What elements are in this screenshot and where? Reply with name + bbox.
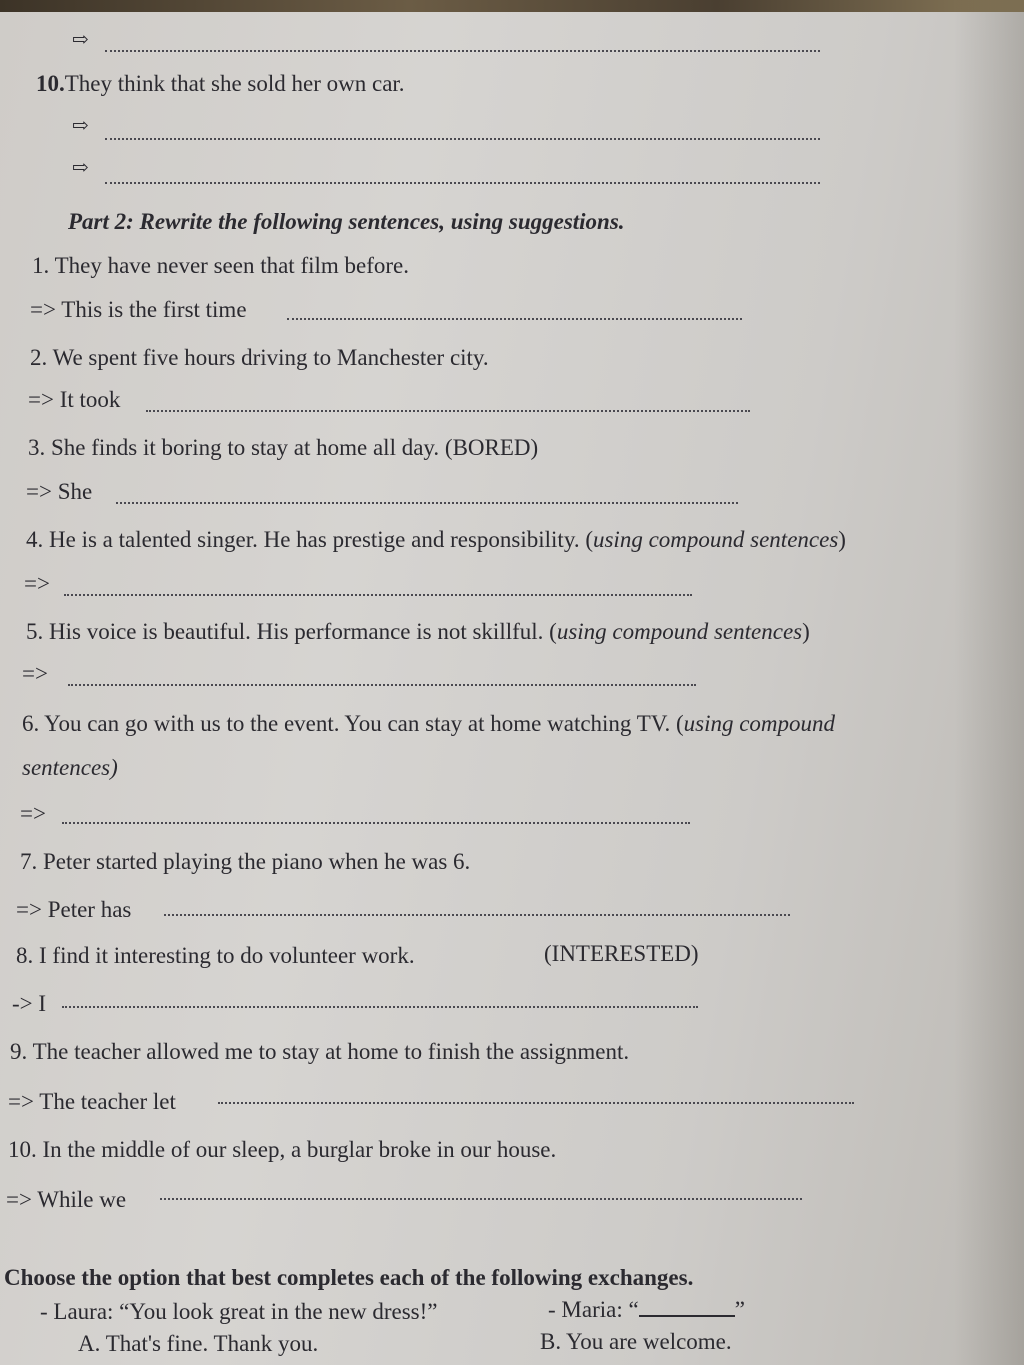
answer-prompt-1: => This is the first time bbox=[30, 297, 247, 322]
answer-blank bbox=[68, 684, 696, 686]
question-5: 5. His voice is beautiful. His performance is not skillful. (using compound sentences) bbox=[26, 619, 810, 644]
answer-blank bbox=[105, 138, 820, 140]
answer-blank bbox=[116, 502, 738, 504]
answer-prompt-7: => Peter has bbox=[16, 897, 132, 922]
answer-blank bbox=[105, 50, 820, 52]
answer-prompt-5: => bbox=[22, 661, 48, 686]
question-8: 8. I find it interesting to do volunteer work. bbox=[16, 943, 415, 968]
question-7: 7. Peter started playing the piano when he was 6. bbox=[20, 849, 471, 874]
question-2: 2. We spent five hours driving to Manchester city. bbox=[30, 345, 489, 370]
answer-blank bbox=[164, 914, 790, 916]
answer-prompt-2: => It took bbox=[28, 387, 121, 412]
question-9: 9. The teacher allowed me to stay at home to finish the assignment. bbox=[10, 1039, 630, 1064]
answer-blank bbox=[218, 1102, 854, 1104]
answer-blank bbox=[64, 594, 692, 596]
answer-prompt-3: => She bbox=[26, 479, 93, 504]
answer-blank bbox=[62, 822, 690, 824]
answer-blank bbox=[287, 318, 742, 320]
answer-prompt-4: => bbox=[24, 571, 50, 596]
page-shadow bbox=[954, 0, 1024, 1365]
question-8-tag: (INTERESTED) bbox=[544, 941, 699, 966]
question-1: 1. They have never seen that film before. bbox=[32, 253, 410, 278]
exchanges-heading: Choose the option that best completes each of the following exchanges. bbox=[4, 1265, 694, 1290]
question-4: 4. He is a talented singer. He has prestige and responsibility. (using compound sentences) bbox=[26, 527, 846, 552]
exchange-prompt: - Laura: “You look great in the new dress!” bbox=[40, 1299, 438, 1324]
answer-prompt-8: -> I bbox=[12, 991, 47, 1016]
option-b: B. You are welcome. bbox=[540, 1329, 732, 1354]
arrow-icon: ⇨ bbox=[72, 115, 89, 137]
answer-blank bbox=[146, 410, 750, 412]
answer-prompt-10: => While we bbox=[6, 1187, 127, 1212]
answer-prompt-6: => bbox=[20, 801, 46, 826]
answer-blank bbox=[105, 182, 820, 184]
reply-blank bbox=[639, 1297, 735, 1317]
question-6: 6. You can go with us to the event. You can stay at home watching TV. (using compound bbox=[22, 711, 836, 736]
question-3: 3. She finds it boring to stay at home all day. (BORED) bbox=[28, 435, 539, 460]
option-a: A. That's fine. Thank you. bbox=[78, 1331, 319, 1356]
answer-prompt-9: => The teacher let bbox=[8, 1089, 176, 1114]
arrow-icon: ⇨ bbox=[72, 29, 89, 51]
answer-blank bbox=[160, 1198, 802, 1200]
background-edge bbox=[0, 0, 1024, 12]
question-10: 10. In the middle of our sleep, a burglar broke in our house. bbox=[8, 1137, 557, 1162]
answer-blank bbox=[62, 1006, 698, 1008]
arrow-icon: ⇨ bbox=[72, 157, 89, 179]
part2-heading: Part 2: Rewrite the following sentences, using suggestions. bbox=[68, 209, 625, 234]
question-6-continued: sentences) bbox=[22, 755, 118, 780]
question-10-part1: 10.They think that she sold her own car. bbox=[36, 71, 405, 96]
exchange-reply: - Maria: “ ” bbox=[548, 1297, 745, 1322]
